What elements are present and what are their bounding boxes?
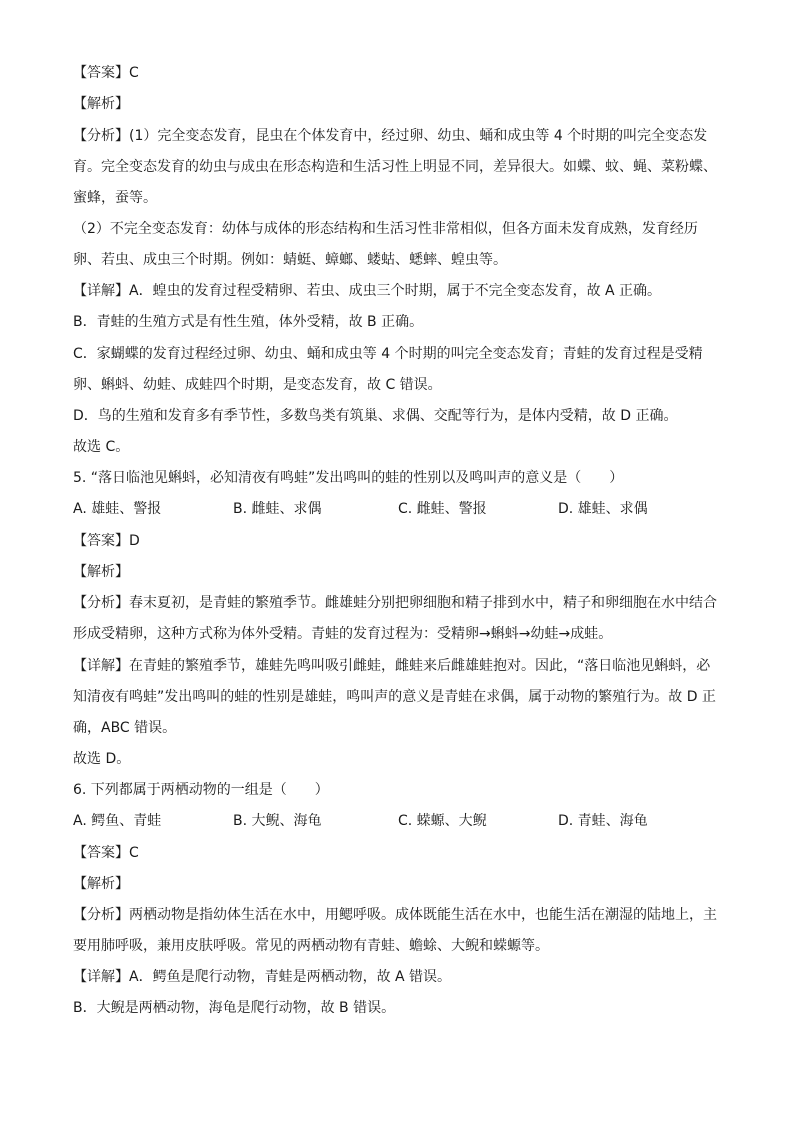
text-line: 蜜蜂，蚕等。 [73, 190, 157, 206]
question-5-options [73, 499, 723, 519]
text-line: 确，ABC 错误。 [73, 720, 177, 736]
analysis-heading: 【解析】 [73, 564, 129, 580]
option-c: C. 雌蛙、警报 [398, 501, 487, 517]
question-6: 6. 下列都属于两栖动物的一组是（ ） [73, 782, 329, 798]
answer-label: 【答案】C [73, 65, 139, 81]
option-a: A. 雄蛙、警报 [73, 501, 162, 517]
text-line: 形成受精卵，这种方式称为体外受精。青蛙的发育过程为：受精卵→蝌蚪→幼蛙→成蛙。 [73, 626, 613, 642]
text-line: 卵、若虫、成虫三个时期。例如：蜻蜓、蟑螂、蝼蛄、蟋蟀、蝗虫等。 [73, 252, 507, 268]
text-line: 【详解】A．蝗虫的发育过程受精卵、若虫、成虫三个时期，属于不完全变态发育，故 A 正确。 [73, 283, 662, 299]
text-line: 【分析】春末夏初，是青蛙的繁殖季节。雌雄蛙分别把卵细胞和精子排到水中，精子和卵细胞在水中结合 [73, 595, 717, 611]
text-line: 卵、蝌蚪、幼蛙、成蛙四个时期，是变态发育，故 C 错误。 [73, 377, 442, 393]
option-d: D. 青蛙、海龟 [558, 813, 648, 829]
text-line: 故选 D。 [73, 751, 131, 767]
question-5: 5. “落日临池见蝌蚪，必知清夜有鸣蛙”发出鸣叫的蛙的性别以及鸣叫声的意义是（ ） [73, 470, 624, 486]
text-line: 要用肺呼吸，兼用皮肤呼吸。常见的两栖动物有青蛙、蟾蜍、大鲵和蝾螈等。 [73, 938, 549, 954]
option-a: A. 鳄鱼、青蛙 [73, 813, 162, 829]
text-line: （2）不完全变态发育：幼体与成体的形态结构和生活习性非常相似，但各方面未发育成熟，发育经历 [73, 221, 698, 237]
text-line: 【详解】A．鳄鱼是爬行动物，青蛙是两栖动物，故 A 错误。 [73, 969, 452, 985]
option-d: D. 雄蛙、求偶 [558, 501, 648, 517]
analysis-heading: 【解析】 [73, 876, 129, 892]
option-b: B. 雌蛙、求偶 [233, 501, 322, 517]
text-line: B．大鲵是两栖动物，海龟是爬行动物，故 B 错误。 [73, 1000, 396, 1016]
question-6-options [73, 811, 723, 831]
answer-label: 【答案】D [73, 533, 140, 549]
text-line: 故选 C。 [73, 439, 130, 455]
text-line: B．青蛙的生殖方式是有性生殖，体外受精，故 B 正确。 [73, 314, 424, 330]
text-line: C．家蝴蝶的发育过程经过卵、幼虫、蛹和成虫等 4 个时期的叫完全变态发育；青蛙的发育过程是受精 [73, 346, 703, 362]
option-c: C. 蝾螈、大鲵 [398, 813, 487, 829]
text-line: D．鸟的生殖和发育多有季节性，多数鸟类有筑巢、求偶、交配等行为，是体内受精，故 D 正确。 [73, 408, 678, 424]
text-line: 【详解】在青蛙的繁殖季节，雄蛙先鸣叫吸引雌蛙，雌蛙来后雌雄蛙抱对。因此，“落日临池见蝌蚪，必 [73, 658, 711, 674]
analysis-heading: 【解析】 [73, 96, 129, 112]
text-line: 育。完全变态发育的幼虫与成虫在形态构造和生活习性上明显不同，差异很大。如蝶、蚊、蝇、菜粉蝶、 [73, 159, 717, 175]
text-line: 【分析】(1）完全变态发育，昆虫在个体发育中，经过卵、幼虫、蛹和成虫等 4 个时期的叫完全变态发 [73, 128, 708, 144]
option-b: B. 大鲵、海龟 [233, 813, 322, 829]
answer-label: 【答案】C [73, 845, 139, 861]
text-line: 【分析】两栖动物是指幼体生活在水中，用鳃呼吸。成体既能生活在水中，也能生活在潮湿的陆地上，主 [73, 907, 717, 923]
text-line: 知清夜有鸣蛙”发出鸣叫的蛙的性别是雄蛙，鸣叫声的意义是青蛙在求偶，属于动物的繁殖行为。故 D 正 [73, 689, 716, 705]
